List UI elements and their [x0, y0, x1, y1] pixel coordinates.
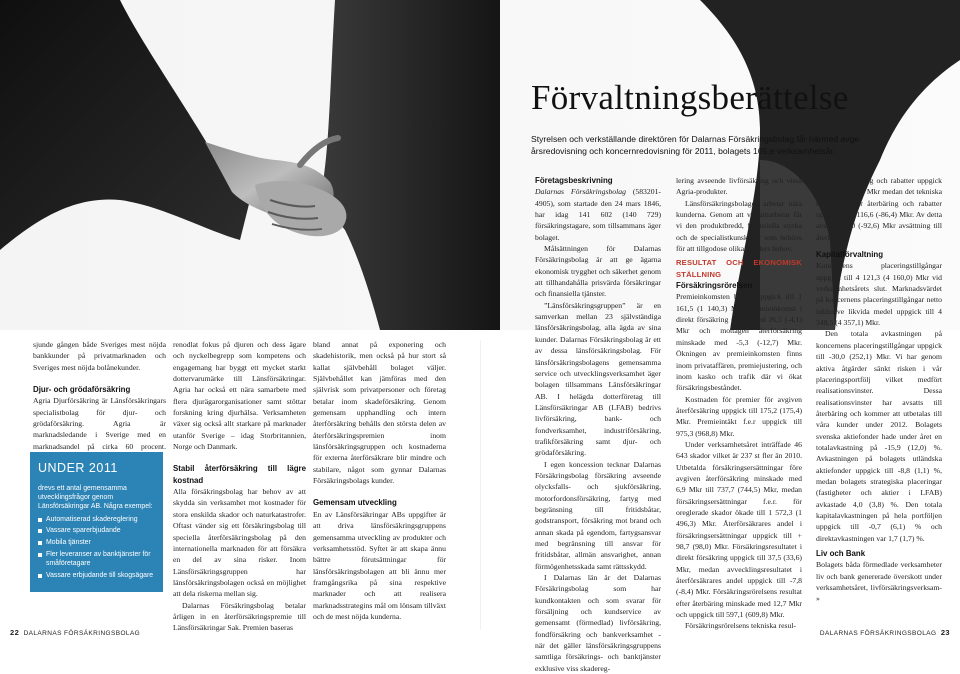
- page-number-left: 22: [10, 628, 20, 637]
- page-number-right: 23: [940, 628, 950, 637]
- col6-paragraph-1: tat före återbäring och rabatter uppgick till 149,0 (91,6) Mkr medan det tekniska resultatet efter återbäring och rabatter uppgick till -116,6 (-86,4) Mkr. Av detta avser -177,0 (-92,6) Mkr avsättning till återbäring.: [816, 176, 942, 242]
- column-5: [676, 175, 802, 632]
- factbox-title: UNDER 2011: [38, 461, 118, 475]
- col6-paragraph-4: Bolagets båda förmedlade verksamheter liv och bank genererade överskott under verksamhetsåret, livförsäkringsverksam- »: [816, 560, 942, 604]
- col5-paragraph-6: Försäkringsrörelsens tekniska resul-: [685, 621, 797, 631]
- bullet-square-icon: [38, 553, 42, 557]
- heading-stabil-aterforsakring: Stabil återförsäkring till lägre kostnad: [173, 464, 306, 485]
- lead-paragraph: Styrelsen och verkställande direktören för Dalarnas Försäkringsbolag får härmed avge årsredovisning och koncernredovisning för 2011, bolagets 165:e verksamhetsår.: [531, 134, 860, 156]
- page-gutter: [480, 340, 481, 630]
- bullet-square-icon: [38, 518, 42, 522]
- col5-paragraph-2: Länsförsäkringsbolagen arbetar nära kunderna. Genom att vi samarbetar får vi den produktbredd, finansiella styrka och de specialistkunskaper som behövs för att tillgodose olika kunders behov.: [676, 198, 802, 254]
- factbox-item: Mobila tjänster: [38, 538, 155, 547]
- under-2011-factbox: [30, 452, 163, 592]
- page-title: Förvaltningsberättelse: [531, 78, 849, 117]
- column-1: [33, 339, 166, 463]
- factbox-list: [38, 515, 155, 581]
- heading-foretagsbeskrivning: Företagsbeskrivning: [535, 176, 613, 185]
- col3-paragraph-2: En av Länsförsäkringar ABs uppgifter är att driva länsförsäkringsgruppens gemensamma utveckling av produkter och verksamhetsstöd. Syftet är att skapa ännu bättre förutsättningar för länsförsäkringsbolagen att bli ännu mer framgångsrika på sina respektive marknader och att realisera marknadsstrategins mål om lönsam tillväxt och de mest nöjda kunderna.: [313, 509, 446, 621]
- col5-paragraph-4: Kostnaden för premier för avgiven återförsäkring uppgick till 175,2 (175,4) Mkr. Premieintäkt f.e.r uppgick till 975,3 (968,8) Mkr.: [676, 394, 802, 438]
- factbox-item: Vassare erbjudande till skogsägare: [38, 571, 155, 580]
- footer-right-label: DALARNAS FÖRSÄKRINGSBOLAG: [819, 630, 937, 637]
- col2-paragraph-2: Alla försäkringsbolag har behov av att skydda sin verksamhet mot kostnader för stora enskilda skador och naturkatastrofer. Oftast vänder sig ett försäkringsbolag till speciella återförsäkringsbolag på den internationella marknaden för att försäkra en del av sina risker. Inom Länsförsäkringsgruppen har länsförsäkringsbolagen också en möjlighet att dela riskerna mellan sig.: [173, 487, 306, 599]
- col4-paragraph-3: ”Länsförsäkringsgruppen” är en samverkan mellan 23 självständiga länsförsäkringsbolag, alla ägda av sina kunder. Dalarnas Försäkringsbolag är ett av dessa länsförsäkringsbolag. För länsförsäkringsbolagens gemensamma service och utvecklingsverksamhet äger bolagen tillsammans Länsförsäkringar AB. I helägda dotterföretag till Länsförsäkringar AB (LFAB) bedrivs livförsäkring, bank- och fondverksamhet, industriförsäkring, trafikförsäkring samt djur- och grödaförsäkring.: [535, 300, 661, 458]
- bullet-square-icon: [38, 541, 42, 545]
- heading-gemensam-utveckling: Gemensam utveckling: [313, 498, 397, 508]
- col1-paragraph-1: sjunde gången både Sveriges mest nöjda bankkunder på privatmarknaden och Sveriges mest nöjda bolånekunder.: [33, 340, 166, 372]
- col2-paragraph-3: Dalarnas Försäkringsbolag betalar årligen in en återförsäkringspremie till Länsförsäkringar Sak. Premien baseras: [173, 600, 306, 633]
- footer-left-label: DALARNAS FÖRSÄKRINGSBOLAG: [23, 630, 141, 637]
- col3-paragraph-1: bland annat på exponering och skadehistorik, men också på hur stort så kallat självbehåll bolaget väljer. Självbehållet kan jämföras med den självrisk som privatpersoner och företag betalar inom skadeförsäkring. Genom gemensam upphandling och intern återförsäkring behålls den största delen av återförsäkringspremien inom länsförsäkringsgruppen och kostnaderna för externa återförsäkrare blir mindre och stabilare, något som gynnar Dalarnas Försäkringsbolags kunder.: [313, 340, 446, 486]
- factbox-item: Fler leveranser av banktjänster för småföretagare: [38, 550, 155, 568]
- col1-paragraph-2: Agria Djurförsäkring är Länsförsäkringars specialistbolag för djur- och grödaförsäkring. Agria är marknadsledande i Sverige med en marknadsandel på cirka 60 procent.: [33, 396, 166, 451]
- factbox-item: Vassare sparerbjudande: [38, 526, 155, 535]
- heading-liv-och-bank: Liv och Bank: [816, 549, 866, 558]
- col4-paragraph-4: I egen koncession tecknar Dalarnas Försäkringsbolag försäkring avseende olycksfalls- och sjukförsäkring, motorfordonsförsäkring, fartyg med begränsning till fritidsbåtar, godstransport, försäkring mot brand och annan skada på egendom, fartygsansvar med begränsning till ansvar för fritidsbåtar, allmän ansvarighet, annan förmögenhetsskada samt rättsskydd.: [535, 459, 661, 571]
- heading-djur-och-grodaforsakring: Djur- och grödaförsäkring: [33, 385, 131, 395]
- column-4: [535, 175, 661, 674]
- column-2: [173, 339, 306, 634]
- col5-paragraph-5: Under verksamhetsåret inträffade 46 643 skador vilket är 237 st fler än 2010. Utbetalda försäkringsersättningar före avgiven återförsäkring minskade med 6,9 Mkr till 737,7 (744,5) Mkr, medan försäkringsersättningar f.e.r. för oreglerade skador ökade till 1 572,3 (1 496,3) Mkr. Återförsäkrares andel i försäkringsersättningar uppgick till + 98,7 (98,0) Mkr. Försäkringsresultatet i direkt försäkring uppgick till 37,5 (33,6) Mkr, medan avvecklingsresultatet i återförsäkrares andel uppgick till -7,8 (-8,4) Mkr. Försäkringsrörelsens resultat efter återbäring minskade med 12,7 Mkr och uppgick till 597,1 (609,8) Mkr.: [676, 439, 802, 620]
- factbox-item: Automatiserad skadereglering: [38, 515, 155, 524]
- col5-paragraph-1: lering avseende livförsäkring och vissa Agria-produkter.: [676, 176, 802, 197]
- heading-resultat-och-ekonomisk-stallning: RESULTAT OCH EKONOMISK STÄLLNING: [676, 258, 802, 279]
- column-3: [313, 339, 446, 622]
- col6-paragraph-2: Koncernens placeringstillgångar uppgick till 4 121,3 (4 160,0) Mkr vid verksamhetsårets slut. Marknadsvärdet på koncernens placeringstillgångar netto inklusive likvida medel uppgick till 4 348,5 (4 357,1) Mkr.: [816, 261, 942, 328]
- col5-paragraph-3: Premieinkomsten brutto uppgick till 1 161,5 (1 140,3) Mkr. Premieinkomst i direkt försäkring ökade med 26,5 (-4,1) Mkr och mottagen återförsäkring minskade med -5,3 (-12,7) Mkr. Ökningen av premieinkomsten finns inom privataffären, premiejustering, och inom kasko och trafik där vi ökat försäkringsbeståndet.: [676, 292, 802, 393]
- bullet-square-icon: [38, 574, 42, 578]
- col4-paragraph-2: Målsättningen för Dalarnas Försäkringsbolag är att ge ägarna ekonomisk trygghet och säkerhet genom att tillhandahålla prisvärda försäkringar och finansiella tjänster.: [535, 244, 661, 299]
- col6-paragraph-3: Den totala avkastningen på koncernens placeringstillgångar uppgick till -30,0 (252,1) Mkr. Vi har genom aktiva åtgärder sänkt risken i vår placeringsportfölj vilket medfört realisationsvinster. Dessa realisationsvinster har avsatts till återbäring och kommer att utbetalas till våra kunder under 2012. Bolagets svenska aktiefonder hade under året en totalavkastning på -15,9 (12,0) %. Avkastningen på bolagets utländska aktiefonder uppgick till -8,8 (1,1) %, medan bolagets strategiska placeringar (fastigheter och aktier i LFAB) avkastade 4,0 (3,8) %. Den totala kapitalavkastningen på hela portföljen uppgick till -0,7 (6,1) % och direktavkastningen var 1,7 (1,7) %.: [816, 329, 942, 543]
- column-6: [816, 175, 942, 605]
- bullet-square-icon: [38, 529, 42, 533]
- col2-paragraph-1: renodlat fokus på djuren och dess ägare och nyckelbegrepp som kompetens och engagemang har byggt ett mycket starkt dottervarumärke till Länsförsäkringar. Agria har också ett nära samarbete med flera djurägarorganisationer samt stöttar forskning kring djurhälsa. Verksamheten växer sig också allt starkare på marknader utanför Sverige – idag Storbritannien, Norge och Danmark.: [173, 340, 306, 452]
- heading-forsakringsrorelsen: Försäkringsrörelsen: [676, 281, 753, 291]
- heading-kapitalforvaltning: Kapitalförvaltning: [816, 250, 884, 260]
- col4-paragraph-5: I Dalarnas län är det Dalarnas Försäkringsbolag som har kundkontakten och som svarar för försäljning och kundservice av gemensamt (förmedlad) livförsäkring, fondförsäkring och bankverksamhet - när det gäller länsförsäkringsgruppens samtliga försäkrings- och banktjänster exklusive viss skadereg-: [535, 573, 661, 673]
- col4-paragraph-1: Dalarnas Försäkringsbolag (583201-4905), som startade den 24 mars 1846, har idag 141 602 (140 729) försäkringstagare, som tillsammans äger bolaget.: [535, 187, 661, 242]
- factbox-intro: drevs ett antal gemensamma utvecklingsfrågor genom Länsförsäkringar AB. Några exempel:: [38, 485, 153, 511]
